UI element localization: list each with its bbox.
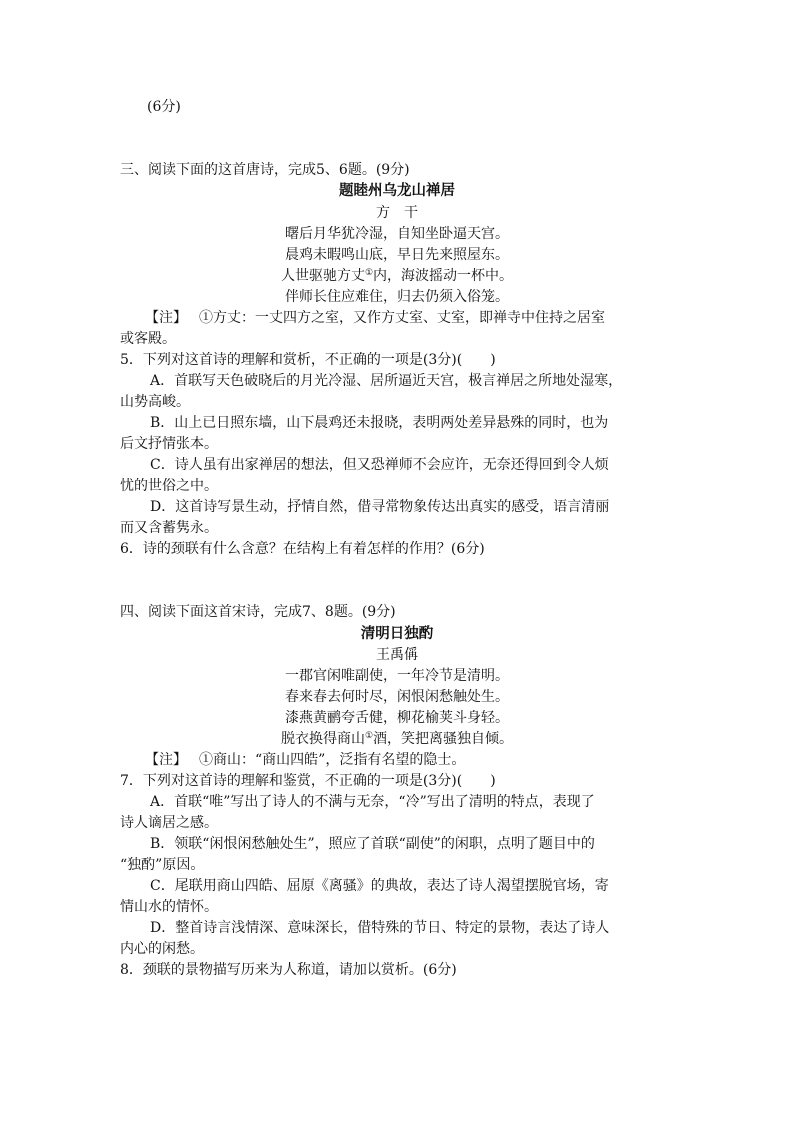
q7-option-c-cont: 情山水的情怀。 <box>120 899 218 915</box>
section4-heading: 四、阅读下面这首宋诗，完成7、8题。(9分) <box>120 604 396 620</box>
q5-option-c: C．诗人虽有出家禅居的想法，但又恐禅师不会应许，无奈还得回到令人烦 <box>150 457 609 473</box>
section3-poem-title: 题睦州乌龙山禅居 <box>339 182 455 199</box>
section4-poem-line-2: 春来春去何时尽，闲恨闲愁触处生。 <box>285 689 509 705</box>
section3-poem-line-2: 晨鸡未暇鸣山底，早日先来照屋东。 <box>285 247 509 263</box>
section4-poem-title: 清明日独酌 <box>360 625 434 642</box>
section3-poem-line-1: 曙后月华犹冷湿，自知坐卧逼天宫。 <box>285 226 509 242</box>
q7-option-a: A．首联“唯”写出了诗人的不满与无奈，“冷”写出了清明的特点，表现了 <box>150 794 595 810</box>
section3-heading: 三、阅读下面的这首唐诗，完成5、6题。(9分) <box>120 162 410 178</box>
q7-option-a-cont: 诗人谪居之感。 <box>120 815 218 831</box>
q7-option-d: D．整首诗言浅情深、意味深长，借特殊的节日、特定的景物，表达了诗人 <box>150 920 610 936</box>
note-text: ①方丈：一丈四方之室，又作方丈室、丈室，即禅寺中住持之居室 <box>199 310 605 326</box>
q7-option-b: B．领联“闲恨闲愁触处生”，照应了首联“副使”的闲职，点明了题目中的 <box>150 836 595 852</box>
q5-option-d: D．这首诗写景生动，抒情自然，借寻常物象传达出真实的感受，语言清丽 <box>150 499 610 515</box>
q7-option-b-cont: “独酌”原因。 <box>120 857 205 873</box>
section3-note <box>145 308 605 328</box>
note-label: 【注】 <box>145 310 187 326</box>
section4-author: 王禹偁 <box>376 647 418 663</box>
q7-option-d-cont: 内心的闲愁。 <box>120 941 204 957</box>
section4-note <box>145 750 465 770</box>
q5-option-c-cont: 忧的世俗之中。 <box>120 478 218 494</box>
section3-note-cont: 或客殿。 <box>120 331 176 347</box>
question-6: 6．诗的颈联有什么含意？在结构上有着怎样的作用？(6分) <box>120 541 485 557</box>
note-text: ①商山：“商山四皓”，泛指有名望的隐士。 <box>199 752 466 768</box>
footnote-mark: ① <box>364 268 374 278</box>
section4-poem-line-3: 漆燕黄鹂夸舌健，柳花榆荚斗身轻。 <box>285 710 509 726</box>
q7-option-c: C．尾联用商山四皓、屈原《离骚》的典故，表达了诗人渴望摆脱官场，寄 <box>150 878 609 894</box>
q5-option-a-cont: 山势高峻。 <box>120 394 190 410</box>
note-label: 【注】 <box>145 752 187 768</box>
footnote-mark: ① <box>364 731 374 741</box>
section4-poem-line-1: 一郡官闲唯副使，一年冷节是清明。 <box>285 668 509 684</box>
section3-poem-line-4: 伴师长住应难住，归去仍须入俗笼。 <box>285 289 509 305</box>
question-8: 8．颈联的景物描写历来为人称道，请加以赏析。(6分) <box>120 962 457 978</box>
question-7: 7．下列对这首诗的理解和鉴赏，不正确的一项是(3分)( ) <box>120 773 496 789</box>
section3-author: 方 干 <box>376 205 418 221</box>
section4-poem-line-4: 脱衣换得商山①酒，笑把离骚独自倾。 <box>280 731 514 747</box>
q5-option-a: A．首联写天色破晓后的月光冷湿、居所逼近天宫，极言禅居之所地处湿寒， <box>150 373 623 389</box>
score-label: (6分) <box>147 99 181 115</box>
q5-option-b-cont: 后文抒情张本。 <box>120 436 218 452</box>
section3-poem-line-3: 人世驱驰方丈①内，海波摇动一杯中。 <box>280 268 514 284</box>
q5-option-d-cont: 而又含蓄隽永。 <box>120 520 218 536</box>
q5-option-b: B．山上已日照东墙，山下晨鸡还未报晓，表明两处差异悬殊的同时，也为 <box>150 415 609 431</box>
question-5: 5．下列对这首诗的理解和赏析，不正确的一项是(3分)( ) <box>120 352 496 368</box>
